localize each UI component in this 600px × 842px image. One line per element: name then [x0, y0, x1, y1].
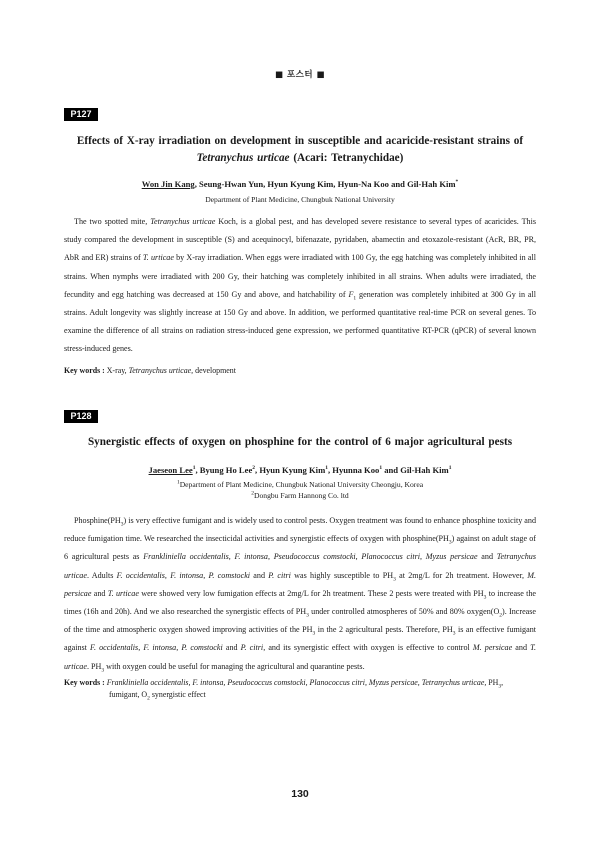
title-text-rest: (Acari: Tetranychidae) — [289, 152, 404, 164]
corresponding-mark: * — [455, 179, 459, 186]
keywords-label: Key words : — [64, 366, 105, 375]
abstract-text: The two spotted mite, — [74, 217, 151, 226]
abstract-text: by X-ray irradiation. When eggs were irradiated with 100 Gy, the egg hatching was completely inhibited in all strains. When nymphs were irradiated with 200 Gy, their hatching was completely inhibited in all strains. When adults were irradiated, the fecundity and egg hatching was decreased at 150 Gy and above, and hatchability of — [64, 253, 536, 299]
presenting-author: Won Jin Kang — [141, 179, 195, 189]
keywords-label: Key words : — [64, 678, 105, 687]
subscript: 2 — [147, 695, 150, 702]
co-author: , Hyun Kyung Kim — [255, 465, 326, 475]
abstract-text: Koch, is a global pest, and has developed severe resistance to several types of acaricides. This study compared the development in susceptible (S) and acequinocyl, bifenazate, pyridaben, abamectin and etoxazole-resistant (AcR, BR, PR, AbR and ER) strains of — [64, 217, 536, 263]
species-name: T. urticae — [142, 253, 174, 263]
page-header: ■ 포스터 ■ — [274, 70, 326, 80]
keyword: X-ray, — [104, 366, 129, 375]
keyword: development — [193, 366, 236, 375]
page-number: 130 — [291, 788, 309, 800]
affil-mark: 1 — [192, 465, 196, 472]
affiliation-text: Department of Plant Medicine, Chungbuk National University Cheongju, Korea — [179, 480, 424, 489]
co-authors: , Seung-Hwan Yun, Hyun Kyung Kim, Hyun-Na Koo and Gil-Hah Kim — [194, 179, 456, 189]
affil-mark: 2 — [251, 490, 255, 497]
affil-mark: 1 — [448, 465, 452, 472]
affiliation-text: Dongbu Farm Hannong Co. ltd — [254, 491, 349, 500]
subscript: 1 — [353, 295, 357, 302]
author-list — [64, 178, 536, 190]
poster-id-badge: P127 — [64, 108, 98, 121]
presenting-author: Jaeseon Lee — [148, 465, 193, 475]
poster-title: Synergistic effects of oxygen on phosphine for the control of 6 major agricultural pests — [87, 436, 513, 448]
keyword: fumigant, O — [109, 690, 148, 699]
affil-mark: 2 — [252, 465, 256, 472]
abstract-text: generation was completely inhibited at 300 Gy in all strains. Adult longevity was slightly increase at 150 Gy and above. In addition, we performed quantitative real-time PCR on several genes. To examine the difference of all strains on radiation stress-induced gene expression, we performed quantitative RT-PCR (qPCR) of several known stress-induced genes. — [64, 289, 536, 354]
keyword-species: Tetranychus urticae, — [128, 366, 194, 375]
generation-symbol: F — [348, 289, 354, 299]
species-name: Tetranychus urticae — [150, 217, 216, 226]
poster-title — [64, 133, 536, 167]
affiliation — [64, 479, 536, 501]
keywords — [64, 365, 536, 377]
co-author: , Byung Ho Lee — [195, 465, 253, 475]
subscript: 3 — [498, 683, 502, 690]
affil-mark: 1 — [379, 465, 383, 472]
keyword: synergistic effect — [149, 690, 206, 699]
abstract: $Phosphine(PH_3)$ is very effective fumigant and is widely used to control pests. Oxygen treatment was found to enhance phosphine toxicity and reduce fumigation time. We researched the insecticidal activities and synergistic effects of oxygen with $phosphine(PH_3)$ against on adult stage of 6 agricultural pests as Frankliniella occidentalis, F. intonsa, Pseudococcus comstocki, Planococcus citri, Myzus persicae and Tetranychus urticae. Adults F. occidentalis, F. intonsa, P. comstocki and P. citri was highly susceptible to $PH_3$ at 2mg/L for 2h treatment. However, M. persicae and T. urticae were showed very low fumigation effects at 2mg/L for 2h treatment. These 2 pests were treated with $PH_3$ to increase the times (16h and 20h). And we also researched the synergistic effects of $PH_3$ under controlled atmospheres of 50% and 80% $oxygen(O_2)$. Increase of the time and atmospheric oxygen showed improving activities of the $PH_3$ in the 2 agricultural pests. Therefore, $PH_3$ is an effective fumigant against F. occidentalis, F. intonsa, P. comstocki and P. citri, and its synergistic effect with oxygen is effective to control M. persicae and T. urticae. $PH_3$ with oxygen could be useful for managing the agricultural and quarantine pests. — [64, 516, 537, 674]
poster-id-badge: P128 — [64, 410, 98, 423]
keywords: Key words : Frankliniella occidentalis, F. intonsa, Pseudococcus comstocki, Planococcus citri, Myzus persicae, Tetranychus urticae, $PH_3$, fumigant, $O_2$ synergistic effect — [64, 678, 504, 702]
keyword: PH — [486, 678, 499, 687]
co-author: and Gil-Hah Kim — [382, 465, 449, 475]
author-list — [64, 464, 536, 476]
affil-mark: 1 — [176, 479, 180, 486]
co-author: , Hyunna Koo — [327, 465, 380, 475]
keyword-species: Frankliniella occidentalis, F. intonsa, Pseudococcus comstocki, Planococcus citri, Myzus persicae, Tetranychus urticae, — [104, 678, 487, 687]
keywords-line2 — [64, 690, 206, 702]
affil-mark: 1 — [325, 465, 328, 472]
title-text: Effects of X-ray irradiation on development in susceptible and acaricide-resistant strains of — [76, 135, 524, 147]
title-species: Tetranychus urticae — [196, 152, 290, 164]
affiliation: Department of Plant Medicine, Chungbuk National University — [205, 195, 395, 204]
abstract — [64, 213, 536, 359]
